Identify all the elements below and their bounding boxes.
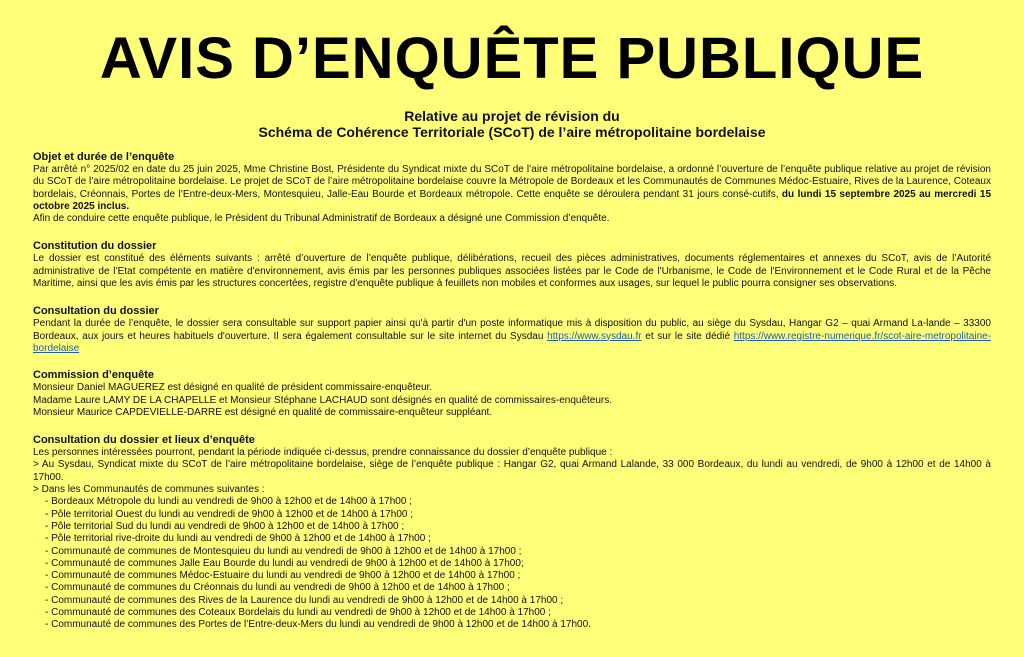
section-heading-constitution: Constitution du dossier [33, 240, 157, 253]
list-item: - Communauté de communes des Rives de la Laurence du lundi au vendredi de 9h00 à 12h00 et de 14h00 à 17h00 ; [45, 594, 564, 606]
objet-dates: du lundi 15 septembre 2025 au mercredi 15 octobre 2025 inclus. [33, 188, 992, 212]
commission-line: Monsieur Daniel MAGUEREZ est désigné en qualité de président commissaire-enquêteur. [33, 382, 433, 394]
list-item: - Pôle territorial Sud du lundi au vendredi de 9h00 à 12h00 et de 14h00 à 17h00 ; [45, 520, 405, 532]
objet-commission-text: Afin de conduire cette enquête publique, le Président du Tribunal Administratif de Bordeaux a désigné une Commission d’enquête. [33, 213, 610, 225]
lieux-bullet-sysdau: > Au Sysdau, Syndicat mixte du SCoT de l’aire métropolitaine bordelaise, siège de l’enquête publique : Hangar G2, quai Armand Lalande, 33 000 Bordeaux, du lundi au vendredi, de 9h00 à 12h00 et de 14h00 à 17h00. [33, 459, 991, 483]
section-text-objet [33, 164, 991, 213]
consultation-text: Pendant la durée de l’enquête, le dossier sera consultable sur support papier ainsi qu'à partir d'un poste informatique mis à disposition du public, au siège du Sysdau, Hangar G2 – quai Armand La-lande – 33300 Bordeaux, aux jours et heures habituels d'ouverture. Il sera également consultable sur le site internet du Sysdau [33, 318, 991, 342]
list-item: - Pôle territorial Ouest du lundi au vendredi de 9h00 à 12h00 et de 14h00 à 17h00 ; [45, 508, 414, 520]
list-item: - Communauté de communes des Coteaux Bordelais du lundi au vendredi de 9h00 à 12h00 et de 14h00 à 17h00 ; [45, 607, 551, 619]
sysdau-link[interactable]: https://www.sysdau.fr [547, 330, 642, 342]
section-text-consultation [33, 318, 991, 355]
consultation-text-2: et sur le site dédié [645, 330, 731, 342]
notice-subtitle [0, 108, 1024, 140]
commission-line: Madame Laure LAMY DE LA CHAPELLE et Monsieur Stéphane LACHAUD sont désignés en qualité de commissaires-enquêteurs. [33, 394, 613, 406]
section-heading-lieux: Consultation du dossier et lieux d’enquête [33, 434, 255, 447]
lieux-intro: Les personnes intéressées pourront, pendant la période indiquée ci-dessus, prendre connaissance du dossier d’enquête publique : [33, 447, 613, 459]
notice-title: AVIS D’ENQUÊTE PUBLIQUE [99, 26, 925, 91]
list-item: - Communauté de communes des Portes de l’Entre-deux-Mers du lundi au vendredi de 9h00 à 12h00 et de 14h00 à 17h00. [45, 619, 591, 631]
list-item: - Communauté de communes du Créonnais du lundi au vendredi de 9h00 à 12h00 et de 14h00 à 17h00 ; [45, 582, 510, 594]
list-item: - Communauté de communes de Montesquieu du lundi au vendredi de 9h00 à 12h00 et de 14h00 à 17h00 ; [45, 545, 522, 557]
notice-body [33, 151, 991, 632]
subtitle-line-1: Relative au projet de révision du [404, 108, 620, 124]
list-item: - Pôle territorial rive-droite du lundi au vendredi de 9h00 à 12h00 et de 14h00 à 17h00 ; [45, 533, 431, 545]
section-heading-objet: Objet et durée de l’enquête [33, 151, 175, 163]
commission-line: Monsieur Maurice CAPDEVIELLE-DARRE est désigné en qualité de commissaire-enquêteur suppléant. [33, 406, 493, 418]
section-heading-commission: Commission d’enquête [33, 369, 155, 382]
list-item: - Communauté de communes Médoc-Estuaire du lundi au vendredi de 9h00 à 12h00 et de 14h00 à 17h00 ; [45, 570, 521, 582]
subtitle-line-2: Schéma de Cohérence Territoriale (SCoT) de l’aire métropolitaine bordelaise [258, 124, 766, 140]
lieux-bullet-communes: > Dans les Communautés de communes suivantes : [33, 484, 265, 496]
section-heading-consultation: Consultation du dossier [33, 305, 159, 318]
list-item: - Communauté de communes Jalle Eau Bourde du lundi au vendredi de 9h00 à 12h00 et de 14h00 à 17h00; [45, 557, 524, 569]
objet-text: Par arrêté n° 2025/02 en date du 25 juin 2025, Mme Christine Bost, Présidente du Syndicat mixte du SCoT de l’aire métropolitaine bordelaise, a ordonné l’ouverture de l’enquête publique relative au projet de révision du SCoT de l’aire métropolitaine bordelaise. Le projet de SCoT de l’aire métropolitaine bordelaise couvre la Métropole de Bordeaux et les Communautés de Communes Médoc-Estuaire, Rives de la Laurence, Coteaux bordelais, Créonnais, Portes de l’Entre-deux-Mers, Montesquieu, Jalle-Eau Bourde et Bordeaux métropole. Cette enquête se déroulera pendant 31 jours consé-cutifs, [33, 164, 991, 200]
section-text-constitution: Le dossier est constitué des éléments suivants : arrêté d’ouverture de l’enquête publique, délibérations, recueil des pièces administratives, documents réglementaires et annexes du SCoT, avis de l’Autorité administrative de l’Etat compétente en matière d'environnement, avis émis par les personnes publiques associées listées par le Code de l'Urbanisme, le Code de l'Environnement et le Code Rural et de la Pêche Maritime, ainsi que les avis émis par les structures concertées, registre d'enquête publique à feuillets non mobiles et conformes aux usages, sur lequel le public pourra consigner ses observations. [33, 253, 991, 290]
registre-link[interactable]: https://www.registre-numerique.fr/scot-aire-metropolitaine-bordelaise [33, 330, 992, 354]
list-item: - Bordeaux Métropole du lundi au vendredi de 9h00 à 12h00 et de 14h00 à 17h00 ; [45, 496, 412, 508]
